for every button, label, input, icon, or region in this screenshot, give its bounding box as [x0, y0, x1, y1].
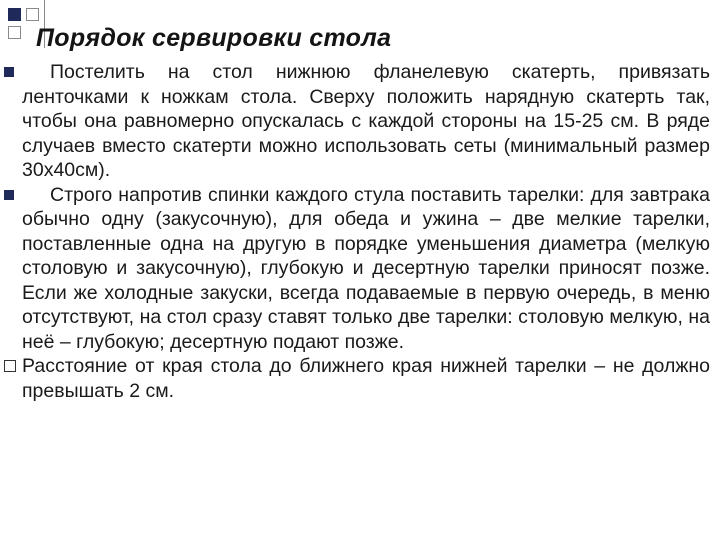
hollow-square-bullet-icon: [4, 360, 16, 372]
corner-square-outline: [26, 8, 39, 21]
list-item: [4, 354, 710, 403]
list-item-text: Строго напротив спинки каждого стула поставить тарелки: для завтрака обычно одну (закусочную), для обеда и ужина – две мелкие тарелки, поставленные одна на другую в порядке уменьшения диаметра (мелкую столовую и закусочную), глубокую и десертную тарелки приносят позже. Если же холодные закуски, всегда подаваемые в первую очередь, в меню отсутствуют, на стол сразу ставят только две тарелки: столовую мелкую, на неё – глубокую; десертную подают позже.: [22, 183, 710, 353]
list-item-text: Постелить на стол нижнюю фланелевую скатерть, привязать ленточками к ножкам стола. Сверху положить нарядную скатерть так, чтобы она равномерно опускалась с каждой стороны на 15-25 см. В ряде случаев вместо скатерти можно использовать сеты (минимальный размер 30х40см).: [22, 61, 710, 181]
slide-title: Порядок сервировки стола: [36, 24, 392, 52]
corner-square-filled: [8, 8, 21, 21]
list-item: [4, 183, 710, 355]
square-bullet-icon: [4, 67, 14, 77]
list-item-text: Расстояние от края стола до ближнего края нижней тарелки – не должно превышать 2 см.: [22, 355, 710, 402]
slide-body: [4, 60, 710, 403]
list-item: [4, 60, 710, 183]
corner-square-outline: [8, 26, 21, 39]
square-bullet-icon: [4, 190, 14, 200]
